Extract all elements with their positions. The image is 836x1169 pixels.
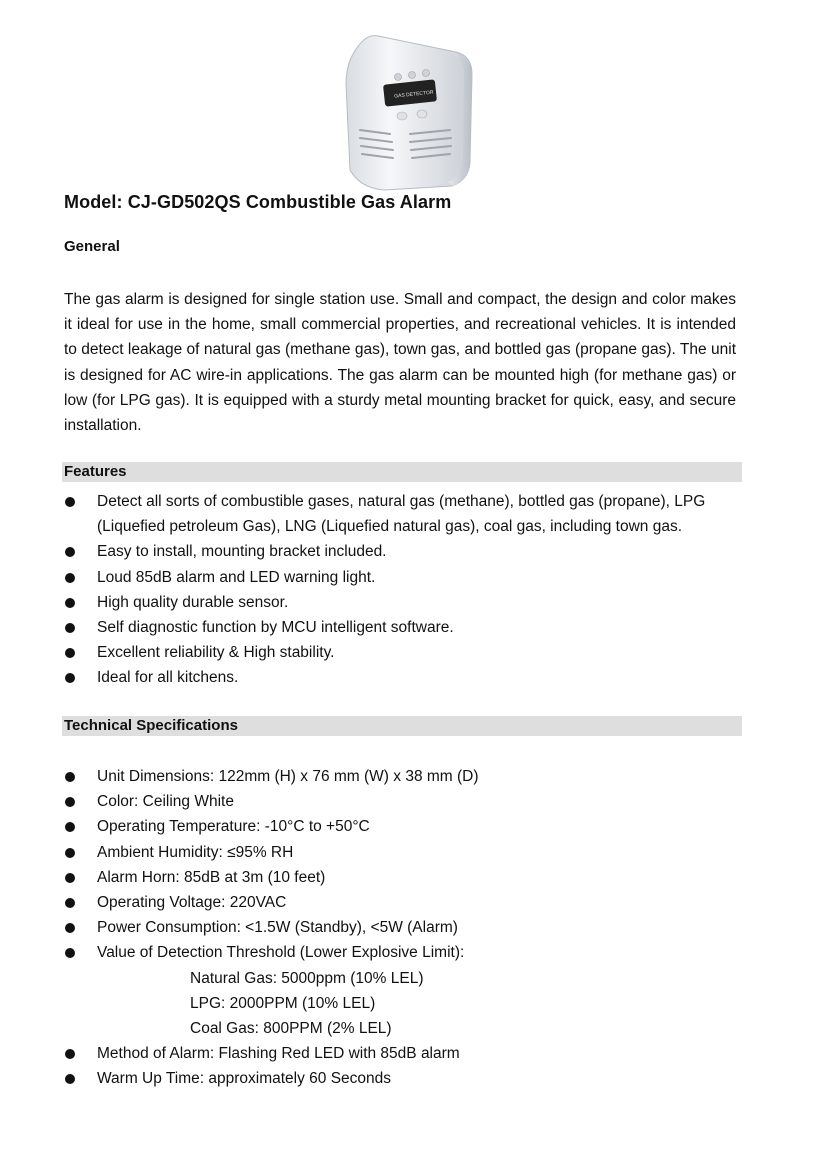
- feature-text: Detect all sorts of combustible gases, natural gas (methane), bottled gas (propane), LPG (Liquefied petroleum Gas), LNG (Liquefied natural gas), coal gas, including town gas.: [97, 493, 706, 536]
- spec-item: [0, 940, 737, 965]
- bullet-icon: [65, 822, 75, 832]
- feature-item: [0, 590, 737, 615]
- spec-item: [0, 865, 737, 890]
- features-list: [0, 489, 836, 691]
- spec-item: [0, 890, 737, 915]
- spec-item: [0, 840, 737, 865]
- bullet-icon: [65, 673, 75, 683]
- bullet-icon: [65, 873, 75, 883]
- bullet-icon: [65, 848, 75, 858]
- specs-list: [0, 764, 836, 1091]
- spec-item: [0, 814, 737, 839]
- feature-item: [0, 665, 737, 690]
- bullet-icon: [65, 648, 75, 658]
- general-heading: General: [64, 238, 120, 255]
- general-paragraph: The gas alarm is designed for single station use. Small and compact, the design and color makes it ideal for use in the home, small commercial properties, and recreational vehicles. It is intended to detect leakage of natural gas (methane gas), town gas, and bottled gas (propane gas). The unit is designed for AC wire-in applications. The gas alarm can be mounted high (for methane gas) or low (for LPG gas). It is equipped with a sturdy metal mounting bracket for quick, easy, and secure installation.: [64, 291, 736, 435]
- bullet-icon: [65, 623, 75, 633]
- spec-text: Color: Ceiling White: [97, 793, 234, 811]
- feature-text: Ideal for all kitchens.: [97, 669, 239, 687]
- bullet-icon: [65, 1049, 75, 1059]
- feature-text: Easy to install, mounting bracket included.: [97, 543, 387, 561]
- spec-text: Warm Up Time: approximately 60 Seconds: [97, 1069, 392, 1087]
- spec-item: [0, 789, 737, 814]
- spec-item: [0, 1041, 737, 1066]
- spec-text: Method of Alarm: Flashing Red LED with 85dB alarm: [97, 1044, 460, 1062]
- feature-item: [0, 615, 737, 640]
- threshold-natural-gas: Natural Gas: 5000ppm (10% LEL): [190, 969, 424, 987]
- bullet-icon: [65, 573, 75, 583]
- spec-text: Ambient Humidity: ≤95% RH: [97, 843, 294, 861]
- spec-text: Value of Detection Threshold (Lower Explosive Limit):: [97, 944, 465, 962]
- bullet-icon: [65, 898, 75, 908]
- spec-text: Alarm Horn: 85dB at 3m (10 feet): [97, 868, 326, 886]
- bullet-icon: [65, 948, 75, 958]
- gas-alarm-product-image: [338, 30, 478, 192]
- technical-specifications-heading: Technical Specifications: [62, 716, 742, 736]
- model-title: Model: CJ-GD502QS Combustible Gas Alarm: [64, 192, 452, 212]
- spec-text: Unit Dimensions: 122mm (H) x 76 mm (W) x 38 mm (D): [97, 768, 479, 785]
- bullet-icon: [65, 497, 75, 507]
- feature-text: Self diagnostic function by MCU intelligent software.: [97, 619, 454, 637]
- features-heading: Features: [62, 462, 742, 482]
- spec-text: Operating Voltage: 220VAC: [97, 894, 287, 912]
- bullet-icon: [65, 772, 75, 782]
- bullet-icon: [65, 1074, 75, 1084]
- spec-item: [0, 764, 737, 789]
- feature-item: [0, 640, 737, 665]
- feature-item: [0, 489, 737, 539]
- threshold-coal-gas: Coal Gas: 800PPM (2% LEL): [190, 1019, 392, 1037]
- feature-item: [0, 565, 737, 590]
- feature-text: Loud 85dB alarm and LED warning light.: [97, 568, 376, 586]
- spec-item: [0, 915, 737, 940]
- feature-text: High quality durable sensor.: [97, 593, 289, 611]
- spec-text: Operating Temperature: -10°C to +50°C: [97, 818, 370, 836]
- spec-item: [0, 1066, 737, 1091]
- device-display-label: GAS DETECTOR: [393, 89, 434, 100]
- bullet-icon: [65, 598, 75, 608]
- threshold-lpg: LPG: 2000PPM (10% LEL): [190, 994, 376, 1012]
- bullet-icon: [65, 923, 75, 933]
- bullet-icon: [65, 547, 75, 557]
- feature-item: [0, 539, 737, 564]
- feature-text: Excellent reliability & High stability.: [97, 644, 335, 662]
- bullet-icon: [65, 797, 75, 807]
- spec-text: Power Consumption: <1.5W (Standby), <5W (Alarm): [97, 919, 458, 937]
